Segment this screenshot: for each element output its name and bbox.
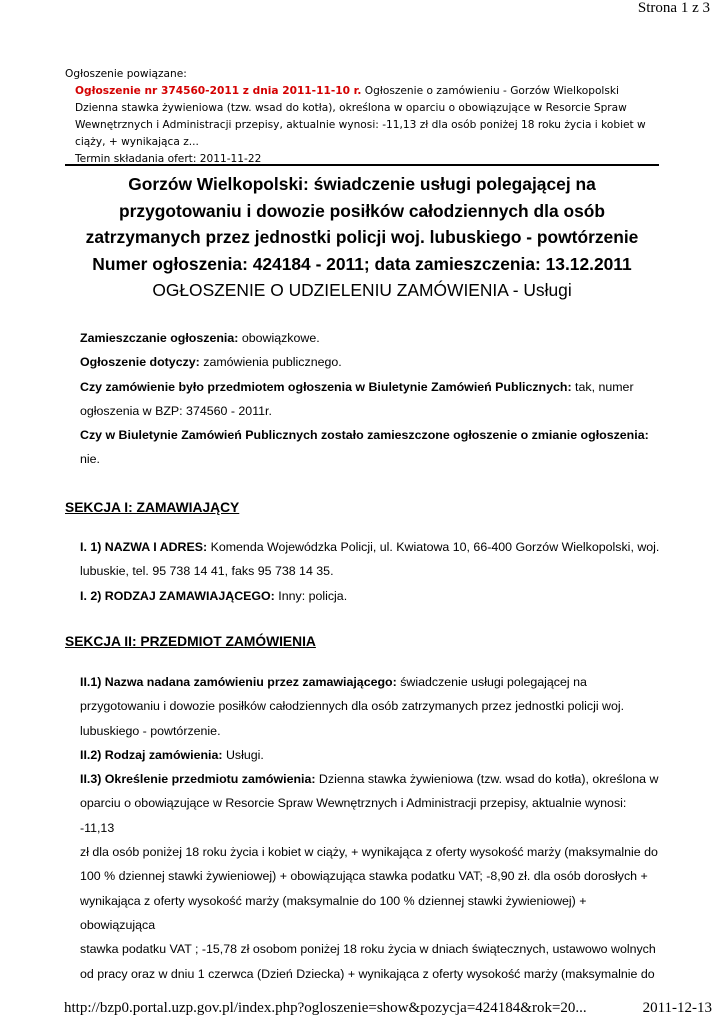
field-row-cont: przygotowaniu i dowozie posiłków całodziennych dla osób zatrzymanych przez jednostki policji woj. bbox=[80, 699, 625, 714]
field-label: Ogłoszenie dotyczy: bbox=[80, 355, 200, 370]
related-line-1 bbox=[65, 83, 665, 100]
field-label: Zamieszczanie ogłoszenia: bbox=[80, 331, 239, 345]
intro-row bbox=[80, 375, 660, 399]
field-value: Inny: policja. bbox=[274, 588, 348, 603]
related-notice bbox=[65, 66, 665, 168]
related-line-2: Dzienna stawka żywieniowa (tzw. wsad do kotła), określona w oparciu o obowiązujące w Resorcie Spraw bbox=[75, 102, 627, 114]
field-value: świadczenie usługi polegającej na bbox=[396, 675, 587, 689]
field-row-cont: lubuskiego - powtórzenie. bbox=[80, 723, 221, 738]
field-row bbox=[80, 767, 660, 791]
field-label: Czy zamówienie było przedmiotem ogłoszenia w Biuletynie Zamówień Publicznych: bbox=[80, 379, 572, 394]
field-row bbox=[80, 535, 660, 559]
intro-row bbox=[80, 423, 660, 447]
field-label: I. 2) RODZAJ ZAMAWIAJĄCEGO: bbox=[80, 588, 275, 603]
title-line-3: zatrzymanych przez jednostki policji woj. lubuskiego - powtórzenie bbox=[85, 227, 639, 247]
intro-row-cont: ogłoszenia w BZP: 374560 - 2011r. bbox=[80, 403, 272, 418]
field-value: nie. bbox=[80, 452, 100, 467]
notice-type-suffix: - Usługi bbox=[507, 280, 572, 300]
field-value: tak, numer bbox=[571, 379, 634, 394]
field-row-cont: od pracy oraz w dniu 1 czerwca (Dzień Dziecka) + wynikająca z oferty wysokość marży (maksymalnie do bbox=[80, 966, 655, 981]
intro-row bbox=[80, 326, 660, 350]
field-value: Komenda Wojewódzka Policji, ul. Kwiatowa 10, 66-400 Gorzów Wielkopolski, woj. bbox=[207, 540, 660, 554]
field-row-cont: 100 % dziennej stawki żywieniowej) + obowiązująca stawka podatku VAT; -8,90 zł. dla osób dorosłych + bbox=[80, 869, 648, 884]
notice-type-line bbox=[65, 277, 659, 304]
intro-block bbox=[80, 326, 660, 472]
field-row-cont: lubuskie, tel. 95 738 14 41, faks 95 738 14 35. bbox=[80, 564, 334, 579]
related-line-4: ciąży, + wynikająca z... bbox=[75, 136, 199, 148]
field-label: I. 1) NAZWA I ADRES: bbox=[80, 540, 208, 554]
field-row-cont: wynikająca z oferty wysokość marży (maksymalnie do 100 % dziennej stawki żywieniowej) + obowiązująca bbox=[80, 893, 587, 932]
field-value: obowiązkowe. bbox=[238, 331, 320, 345]
related-deadline: Termin składania ofert: 2011-11-22 bbox=[75, 153, 262, 165]
section-2-heading: SEKCJA II: PRZEDMIOT ZAMÓWIENIA bbox=[65, 634, 316, 649]
field-value: zamówienia publicznego. bbox=[199, 355, 342, 370]
section-1-body bbox=[80, 535, 660, 608]
section-1-heading: SEKCJA I: ZAMAWIAJĄCY bbox=[65, 500, 240, 515]
related-line-3: Wewnętrznych i Administracji przepisy, aktualnie wynosi: -11,13 zł dla osób poniżej 18 roku życia i kobiet w bbox=[75, 119, 646, 131]
field-label: II.3) Określenie przedmiotu zamówienia: bbox=[80, 772, 316, 787]
divider bbox=[65, 164, 659, 166]
title-line-1: Gorzów Wielkopolski: świadczenie usługi polegającej na bbox=[128, 174, 596, 194]
notice-number-line: Numer ogłoszenia: 424184 - 2011; data zamieszczenia: 13.12.2011 bbox=[92, 253, 632, 274]
field-label: II.1) Nazwa nadana zamówieniu przez zamawiającego: bbox=[80, 675, 397, 689]
field-row-cont: stawka podatku VAT ; -15,78 zł osobom poniżej 18 roku życia w dniach świątecznych, ustawowo wolnych bbox=[80, 942, 656, 957]
footer-url: http://bzp0.portal.uzp.gov.pl/index.php?ogloszenie=show&pozycja=424184&rok=20... bbox=[64, 1000, 587, 1016]
notice-type: OGŁOSZENIE O UDZIELENIU ZAMÓWIENIA bbox=[152, 280, 508, 300]
related-label: Ogłoszenie powiązane: bbox=[65, 68, 187, 80]
intro-row bbox=[80, 350, 660, 374]
field-value: Dzienna stawka żywieniowa (tzw. wsad do kotła), określona w bbox=[315, 772, 659, 787]
page-number: Strona 1 z 3 bbox=[637, 0, 710, 16]
field-row-cont: oparciu o obowiązujące w Resorcie Spraw Wewnętrznych i Administracji przepisy, aktualnie wynosi: -11,13 bbox=[80, 796, 627, 835]
related-line-1-text: Ogłoszenie o zamówieniu - Gorzów Wielkopolski bbox=[361, 85, 619, 97]
field-row bbox=[80, 743, 660, 767]
section-2-body bbox=[80, 670, 660, 986]
field-row bbox=[80, 670, 660, 694]
field-value: Usługi. bbox=[222, 747, 264, 762]
footer-date: 2011-12-13 bbox=[642, 1000, 712, 1016]
field-label: Czy w Biuletynie Zamówień Publicznych zostało zamieszczone ogłoszenie o zmianie ogłoszenia: bbox=[80, 428, 649, 443]
field-label: II.2) Rodzaj zamówienia: bbox=[80, 747, 223, 762]
related-notice-link[interactable]: Ogłoszenie nr 374560-2011 z dnia 2011-11-10 r. bbox=[75, 85, 362, 97]
field-row-cont: zł dla osób poniżej 18 roku życia i kobiet w ciąży, + wynikająca z oferty wysokość marży (maksymalnie do bbox=[80, 845, 658, 860]
page-title bbox=[65, 171, 659, 304]
field-row bbox=[80, 584, 660, 608]
title-line-2: przygotowaniu i dowozie posiłków całodziennych dla osób bbox=[118, 200, 605, 221]
